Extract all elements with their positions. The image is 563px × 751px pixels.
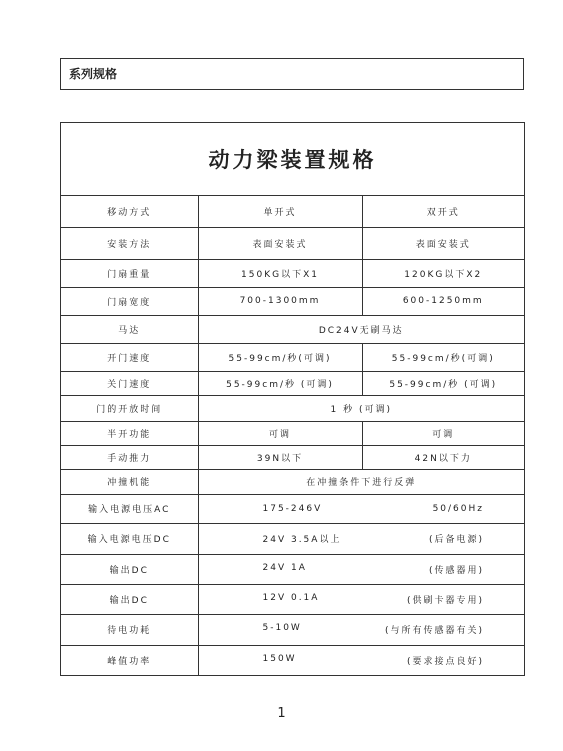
section-title: 系列规格 <box>69 67 118 81</box>
value-left: 175-246V <box>262 503 323 514</box>
double-value: 表面安装式 <box>362 227 524 259</box>
single-value: 39N以下 <box>198 445 362 469</box>
merged-value <box>198 614 524 645</box>
single-value: 55-99cm/秒(可调) <box>198 343 362 371</box>
merged-value: 1 秒 (可调) <box>198 395 524 421</box>
row-label: 输出DC <box>61 554 198 584</box>
double-value: 42N以下力 <box>362 445 524 469</box>
table-row <box>61 259 524 287</box>
row-label: 输入电源电压DC <box>61 523 198 554</box>
merged-value <box>198 523 524 554</box>
table-row <box>61 395 524 421</box>
merged-value: DC24V无刷马达 <box>198 315 524 343</box>
spec-table-container <box>60 122 525 676</box>
row-label: 关门速度 <box>61 371 198 395</box>
value-right: (要求接点良好) <box>406 656 484 667</box>
single-value: 表面安装式 <box>198 227 362 259</box>
value-right: (供刷卡器专用) <box>406 595 484 606</box>
table-row <box>61 554 524 584</box>
row-label: 峰值功率 <box>61 645 198 675</box>
table-row <box>61 371 524 395</box>
value-right: (传感器用) <box>428 565 484 576</box>
value-right: (与所有传感器有关) <box>384 626 484 636</box>
table-row <box>61 584 524 614</box>
value-left: 5-10W <box>262 623 302 633</box>
page-number: 1 <box>277 706 286 721</box>
single-value: 单开式 <box>198 196 362 227</box>
table-row <box>61 227 524 259</box>
single-value: 150KG以下X1 <box>198 259 362 287</box>
double-value: 可调 <box>362 421 524 445</box>
double-value: 双开式 <box>362 196 524 227</box>
row-label: 冲撞机能 <box>61 469 198 494</box>
table-row <box>61 494 524 523</box>
row-label: 半开功能 <box>61 421 198 445</box>
table-row <box>61 343 524 371</box>
value-left: 12V 0.1A <box>262 592 320 603</box>
row-label: 门的开放时间 <box>61 395 198 421</box>
value-left: 24V 1A <box>262 562 307 573</box>
merged-value <box>198 554 524 584</box>
row-label: 门扇宽度 <box>61 287 198 315</box>
spec-table <box>61 196 524 675</box>
table-row <box>61 614 524 645</box>
value-right: (后备电源) <box>428 535 484 545</box>
row-label: 门扇重量 <box>61 259 198 287</box>
table-row <box>61 445 524 469</box>
row-label: 待电功耗 <box>61 614 198 645</box>
merged-value <box>198 645 524 675</box>
double-value: 55-99cm/秒 (可调) <box>362 371 524 395</box>
table-row <box>61 315 524 343</box>
double-value: 120KG以下X2 <box>362 259 524 287</box>
single-value: 55-99cm/秒 (可调) <box>198 371 362 395</box>
table-row <box>61 523 524 554</box>
section-header <box>60 58 524 90</box>
table-row <box>61 287 524 315</box>
merged-value <box>198 494 524 523</box>
value-left: 150W <box>262 653 297 664</box>
row-label: 马达 <box>61 315 198 343</box>
row-label: 手动推力 <box>61 445 198 469</box>
merged-value: 在冲撞条件下进行反弹 <box>198 469 524 494</box>
single-value: 可调 <box>198 421 362 445</box>
double-value: 600-1250mm <box>362 287 524 315</box>
value-right: 50/60Hz <box>432 503 484 514</box>
table-row <box>61 421 524 445</box>
table-row <box>61 469 524 494</box>
value-left: 24V 3.5A以上 <box>262 535 342 545</box>
row-label: 输出DC <box>61 584 198 614</box>
double-value: 55-99cm/秒(可调) <box>362 343 524 371</box>
row-label: 输入电源电压AC <box>61 494 198 523</box>
table-row <box>61 645 524 675</box>
spec-title: 动力梁装置规格 <box>61 123 524 196</box>
row-label: 移动方式 <box>107 207 152 218</box>
table-row <box>61 196 524 227</box>
row-label: 开门速度 <box>61 343 198 371</box>
single-value: 700-1300mm <box>198 287 362 315</box>
merged-value <box>198 584 524 614</box>
row-label: 安装方法 <box>61 227 198 259</box>
